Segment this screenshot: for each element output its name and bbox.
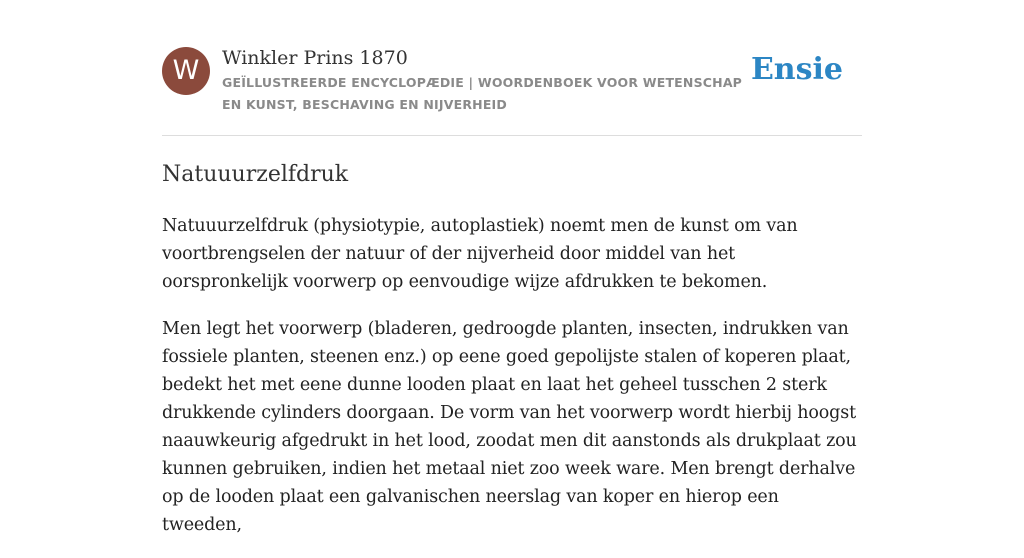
- ensie-logo[interactable]: Ensie: [750, 52, 843, 87]
- header-divider: [162, 135, 862, 136]
- source-header: [162, 46, 862, 136]
- source-avatar[interactable]: W: [162, 47, 210, 95]
- source-subtitle: GEÏLLUSTREERDE ENCYCLOPÆDIE | WOORDENBOEK VOOR WETENSCHAP EN KUNST, BESCHAVING EN NIJVERHEID: [222, 75, 743, 112]
- source-title-link[interactable]: Winkler Prins 1870: [222, 47, 408, 69]
- article-body: [162, 212, 864, 558]
- article-title: Natuuurzelfdruk: [162, 162, 349, 187]
- article-paragraph: Men legt het voorwerp (bladeren, gedroogde planten, insecten, indrukken van fossiele planten, steenen enz.) op eene goed gepolijste stalen of koperen plaat, bedekt het met eene dunne looden plaat en laat het geheel tusschen 2 sterk drukkende cylinders doorgaan. De vorm van het voorwerp wordt hierbij hoogst naauwkeurig afgedrukt in het lood, zoodat men dit aanstonds als drukplaat zou kunnen gebruiken, indien het metaal niet zoo week ware. Men brengt derhalve op de looden plaat een galvanischen neerslag van koper en hierop een tweeden,: [162, 319, 857, 535]
- article-paragraph: Natuuurzelfdruk (physiotypie, autoplastiek) noemt men de kunst om van voortbrengselen der natuur of der nijverheid door middel van het oorspronkelijk voorwerp op eenvoudige wijze afdrukken te bekomen.: [162, 216, 798, 292]
